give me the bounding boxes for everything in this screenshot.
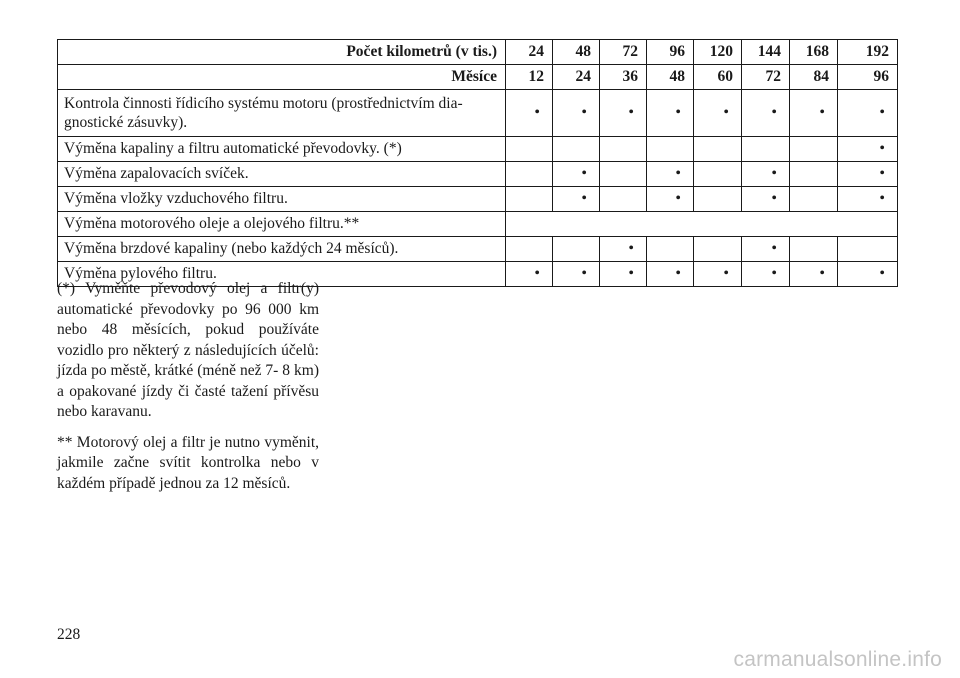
empty-interval-cell: [694, 162, 742, 187]
empty-interval-cell: [838, 237, 898, 262]
empty-interval-cell: [790, 187, 838, 212]
page-number: 228: [57, 626, 81, 643]
months-value: 84: [790, 65, 838, 90]
empty-interval-cell: [742, 137, 790, 162]
service-due-bullet: •: [600, 262, 647, 287]
months-value: 36: [600, 65, 647, 90]
schedule-body: [58, 90, 898, 287]
empty-interval-cell: [790, 137, 838, 162]
empty-interval-cell: [506, 137, 553, 162]
service-due-bullet: •: [553, 187, 600, 212]
service-due-bullet: •: [553, 90, 600, 137]
empty-interval-cell: [506, 237, 553, 262]
service-due-bullet: •: [742, 187, 790, 212]
service-due-bullet: •: [742, 162, 790, 187]
service-due-bullet: •: [647, 187, 694, 212]
schedule-row: [58, 137, 898, 162]
footnote-oil: ** Motorový olej a filtr je nutno vyměnit, jakmile začne svítit kontrolka nebo v každém případě jednou za 12 měsíců.: [57, 433, 319, 492]
service-due-bullet: •: [742, 262, 790, 287]
service-due-bullet: •: [838, 187, 898, 212]
service-due-bullet: •: [506, 262, 553, 287]
schedule-row: [58, 212, 898, 237]
footnotes: [57, 279, 319, 504]
empty-interval-cell: [694, 137, 742, 162]
footnote-transmission: (*) Vyměňte převodový olej a filtr(y) automatické převodovky po 96 000 km nebo 48 měsících, pokud používáte vozidlo pro některý z následujících účelů: jízda po městě, krátké (méně než 7- 8 km) a opakované jízdy či časté tažení přívěsu nebo karavanu.: [57, 280, 319, 420]
empty-interval-cell: [553, 237, 600, 262]
km-value: 144: [742, 40, 790, 65]
months-value: 72: [742, 65, 790, 90]
empty-interval-cell: [790, 162, 838, 187]
service-item-label: Výměna brzdové kapaliny (nebo každých 24 měsíců).: [58, 237, 506, 262]
empty-interval-cell: [553, 137, 600, 162]
watermark: carmanualsonline.info: [733, 648, 942, 671]
service-due-bullet: •: [838, 162, 898, 187]
service-due-bullet: •: [742, 237, 790, 262]
empty-interval-cell: [506, 187, 553, 212]
empty-interval-cell: [647, 237, 694, 262]
service-due-bullet: •: [647, 90, 694, 137]
merged-interval-cell: [506, 212, 898, 237]
empty-interval-cell: [694, 237, 742, 262]
km-value: 120: [694, 40, 742, 65]
months-value: 48: [647, 65, 694, 90]
service-due-bullet: •: [742, 90, 790, 137]
months-header-row: [58, 65, 898, 90]
service-due-bullet: •: [694, 90, 742, 137]
service-due-bullet: •: [600, 237, 647, 262]
empty-interval-cell: [600, 137, 647, 162]
service-due-bullet: •: [838, 137, 898, 162]
service-item-label: Výměna zapalovacích svíček.: [58, 162, 506, 187]
empty-interval-cell: [694, 187, 742, 212]
km-value: 72: [600, 40, 647, 65]
empty-interval-cell: [506, 162, 553, 187]
service-item-label: Výměna kapaliny a filtru automatické převodovky. (*): [58, 137, 506, 162]
km-header-label: Počet kilometrů (v tis.): [58, 40, 506, 65]
service-due-bullet: •: [838, 90, 898, 137]
km-value: 168: [790, 40, 838, 65]
schedule-row: [58, 237, 898, 262]
months-header-label: Měsíce: [58, 65, 506, 90]
km-header-row: [58, 40, 898, 65]
service-due-bullet: •: [694, 262, 742, 287]
service-due-bullet: •: [600, 90, 647, 137]
schedule-row: [58, 90, 898, 137]
km-value: 24: [506, 40, 553, 65]
service-due-bullet: •: [506, 90, 553, 137]
service-due-bullet: •: [647, 262, 694, 287]
months-value: 12: [506, 65, 553, 90]
maintenance-schedule-table: [57, 39, 898, 287]
months-value: 60: [694, 65, 742, 90]
months-value: 96: [838, 65, 898, 90]
service-item-label: Kontrola činnosti řídicího systému motoru (prostřednictvím dia-gnostické zásuvky).: [58, 90, 506, 137]
service-item-label: Výměna vložky vzduchového filtru.: [58, 187, 506, 212]
service-due-bullet: •: [838, 262, 898, 287]
km-value: 192: [838, 40, 898, 65]
km-value: 48: [553, 40, 600, 65]
service-due-bullet: •: [553, 162, 600, 187]
schedule-row: [58, 187, 898, 212]
service-due-bullet: •: [647, 162, 694, 187]
empty-interval-cell: [790, 237, 838, 262]
empty-interval-cell: [600, 162, 647, 187]
empty-interval-cell: [600, 187, 647, 212]
service-due-bullet: •: [553, 262, 600, 287]
km-value: 96: [647, 40, 694, 65]
schedule-row: [58, 162, 898, 187]
service-item-label: Výměna pylového filtru.: [58, 262, 506, 287]
months-value: 24: [553, 65, 600, 90]
service-due-bullet: •: [790, 90, 838, 137]
service-due-bullet: •: [790, 262, 838, 287]
service-item-label: Výměna motorového oleje a olejového filtru.**: [58, 212, 506, 237]
empty-interval-cell: [647, 137, 694, 162]
